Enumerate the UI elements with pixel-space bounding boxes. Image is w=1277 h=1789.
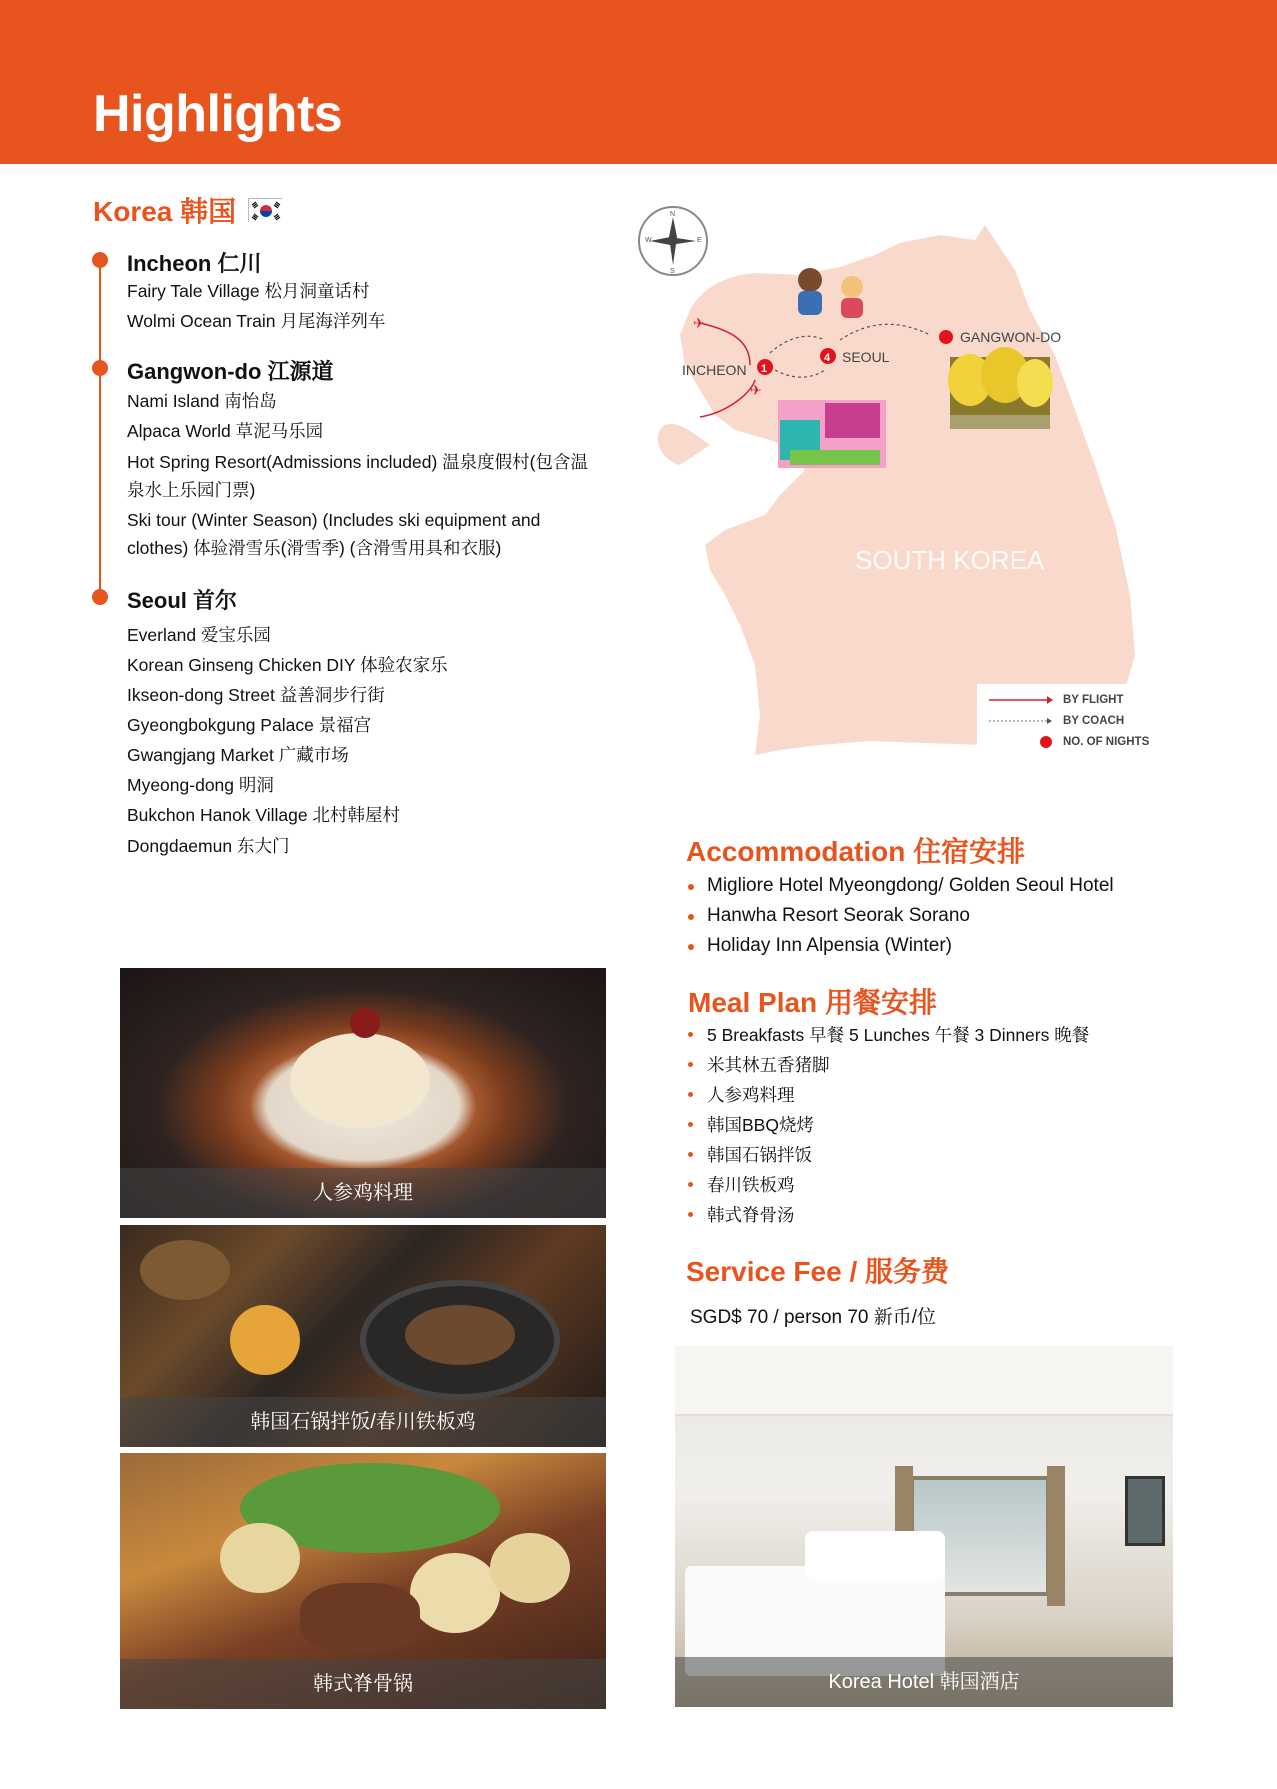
flight-line-icon: [989, 695, 1053, 705]
region-title-incheon: Incheon 仁川: [127, 251, 262, 276]
country-map-label: SOUTH KOREA: [855, 545, 1045, 575]
list-item: Gwangjang Market 广藏市场: [127, 745, 349, 765]
photo-caption: 人参鸡料理: [120, 1168, 606, 1218]
photo-caption: Korea Hotel 韩国酒店: [675, 1657, 1173, 1707]
meal-plan-title: Meal Plan 用餐安排: [688, 987, 937, 1018]
photo-caption: 韩式脊骨锅: [120, 1659, 606, 1709]
list-item: Dongdaemun 东大门: [127, 836, 290, 856]
ginkgo-trees-image: [948, 347, 1053, 429]
list-item: 春川铁板鸡: [688, 1170, 1089, 1200]
list-item: Hot Spring Resort(Admissions included) 温泉度假村(包含温泉水上乐园门票): [127, 452, 588, 500]
bibimbap-dakgalbi-photo: [120, 1225, 606, 1447]
accommodation-list: [688, 871, 1114, 961]
service-fee-text: SGD$ 70 / person 70 新币/位: [690, 1307, 937, 1328]
plane-icon: ✈: [750, 382, 762, 398]
list-item: 人参鸡料理: [688, 1080, 1089, 1110]
timeline-line: [99, 258, 101, 598]
pork-bone-stew-photo: [120, 1453, 606, 1709]
list-item: Myeong-dong 明洞: [127, 775, 274, 795]
timeline-dot: [92, 589, 108, 605]
svg-text:W: W: [645, 237, 652, 244]
korea-flag-icon: [248, 198, 282, 222]
list-item: 韩国石锅拌饭: [688, 1140, 1089, 1170]
ginseng-chicken-photo: [120, 968, 606, 1218]
svg-text:E: E: [697, 237, 702, 244]
svg-text:S: S: [670, 268, 675, 275]
accommodation-title: Accommodation 住宿安排: [686, 836, 1026, 867]
list-item: Hanwha Resort Seorak Sorano: [688, 901, 1114, 931]
theme-park-image: [778, 400, 886, 468]
meal-plan-list: [688, 1020, 1089, 1230]
page-title: Highlights: [93, 85, 343, 143]
region-title-gangwon: Gangwon-do 江源道: [127, 359, 334, 384]
list-item: Wolmi Ocean Train 月尾海洋列车: [127, 311, 386, 331]
list-item: 米其林五香猪脚: [688, 1050, 1089, 1080]
list-item: Korean Ginseng Chicken DIY 体验农家乐: [127, 655, 448, 675]
list-item: Fairy Tale Village 松月洞童话村: [127, 281, 370, 301]
list-item: Alpaca World 草泥马乐园: [127, 421, 324, 441]
map-legend: [977, 684, 1163, 764]
korea-land-shape: [680, 225, 1135, 755]
list-item: Everland 爱宝乐园: [127, 625, 271, 645]
list-item: 韩式脊骨汤: [688, 1200, 1089, 1230]
region-title-seoul: Seoul 首尔: [127, 588, 238, 613]
legend-flight: BY FLIGHT: [989, 694, 1123, 706]
hotel-room-photo: [675, 1346, 1173, 1707]
nights-count: 1: [761, 363, 768, 375]
list-item: Nami Island 南怡岛: [127, 391, 277, 411]
timeline-dot: [92, 252, 108, 268]
list-item: Ikseon-dong Street 益善洞步行街: [127, 685, 385, 705]
city-label-gangwon: GANGWON-DO: [960, 329, 1062, 345]
timeline-dot: [92, 360, 108, 376]
legend-coach: BY COACH: [989, 715, 1124, 727]
nights-marker: [939, 330, 953, 344]
nights-count: 4: [824, 352, 831, 364]
country-label: Korea 韩国: [93, 196, 237, 227]
list-item: 5 Breakfasts 早餐 5 Lunches 午餐 3 Dinners 晚餐: [688, 1020, 1089, 1050]
service-fee-title: Service Fee / 服务费: [686, 1256, 950, 1287]
city-label-seoul: SEOUL: [842, 349, 890, 365]
list-item: Ski tour (Winter Season) (Includes ski equipment and clothes) 体验滑雪乐(滑雪季) (含滑雪用具和衣服): [127, 510, 541, 558]
header-banner: [0, 0, 1277, 164]
compass-icon: [639, 207, 707, 275]
nights-dot-icon: [989, 735, 1053, 749]
svg-text:N: N: [670, 211, 676, 218]
list-item: 韩国BBQ烧烤: [688, 1110, 1089, 1140]
list-item: Bukchon Hanok Village 北村韩屋村: [127, 805, 400, 825]
coach-line-icon: [989, 716, 1053, 726]
list-item: Holiday Inn Alpensia (Winter): [688, 931, 1114, 961]
plane-icon: ✈: [693, 315, 705, 331]
photo-caption: 韩国石锅拌饭/春川铁板鸡: [120, 1397, 606, 1447]
city-label-incheon: INCHEON: [682, 362, 747, 378]
list-item: Gyeongbokgung Palace 景福宫: [127, 715, 372, 735]
list-item: Migliore Hotel Myeongdong/ Golden Seoul Hotel: [688, 871, 1114, 901]
legend-nights: NO. OF NIGHTS: [989, 735, 1149, 749]
country-heading: [93, 190, 282, 230]
